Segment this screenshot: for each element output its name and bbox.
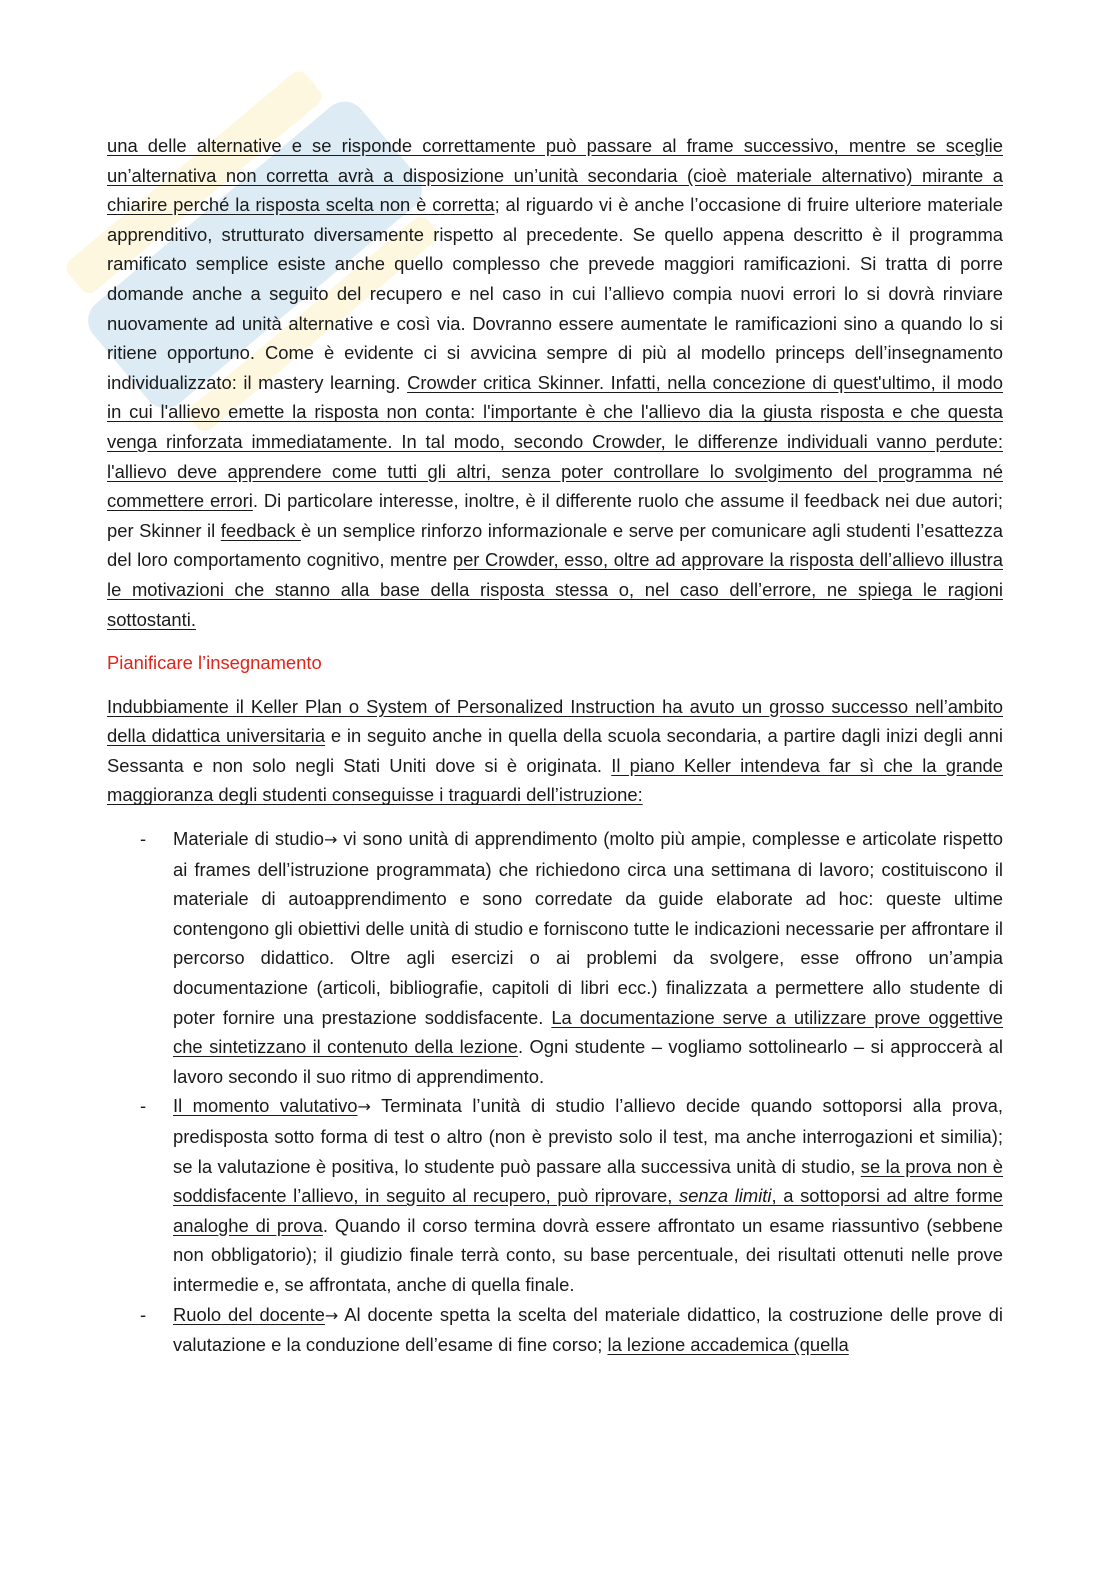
underlined-text-run: Crowder critica Skinner. Infatti, nella concezione di quest'ultimo, il modo in cui l'allievo emette la risposta non conta: l'importante è che l'allievo dia la giusta risposta e che questa venga rinforzata immediatamente. In tal modo, secondo Crowder, le differenze individuali vanno perdute: l'allievo deve apprendere come tutti gli altri, senza poter controllare lo svolgimento del programma né commettere errori bbox=[107, 371, 1003, 512]
underlined-text-run: Il momento valutativo bbox=[173, 1095, 358, 1117]
text-run: Terminata l’unità di studio l’allievo decide quando sottoporsi alla prova, predisposta sotto forma di test o altro (non è previsto solo il test, ma anche interrogazioni et similia); se la valutazione è positiva, lo studente può passare alla successiva unità di studio, bbox=[173, 1095, 1003, 1177]
text-run: Materiale di studio bbox=[173, 828, 324, 850]
underlined-text-run: per Crowder, esso, oltre ad approvare la risposta dell’allievo illustra le motivazioni che stanno alla base della risposta stessa o, nel caso dell’errore, ne spiega le ragioni sottostanti. bbox=[107, 549, 1003, 630]
text-run: . Ogni studente – vogliamo sottolinearlo – si approccerà al lavoro secondo il suo ritmo di apprendimento. bbox=[173, 1036, 1003, 1087]
underlined-text-run: Ruolo del docente bbox=[173, 1303, 325, 1325]
list-item bbox=[107, 1300, 1003, 1360]
text-run: vi sono unità di apprendimento (molto più ampie, complesse e articolate rispetto ai frames dell’istruzione programmata) che richiedono circa una settimana di lavoro; costituiscono il materiale di autoapprendimento e sono corredate da guide elaborate ad hoc: queste ultime contengono gli obiettivi delle unità di studio e forniscono tutte le indicazioni necessarie per affrontare il percorso didattico. Oltre agli esercizi o ai problemi da svolgere, esse offrono un’ampia documentazione (articoli, bibliografie, capitoli di libri ecc.) finalizzata a permettere allo studente di poter fornire una prestazione soddisfacente. bbox=[173, 828, 1003, 1028]
underlined-text-run: la lezione accademica (quella bbox=[607, 1334, 849, 1356]
list-item bbox=[107, 1091, 1003, 1299]
arrow-icon: → bbox=[323, 830, 338, 850]
paragraph-keller-plan bbox=[107, 692, 1003, 810]
dash-bullet: - bbox=[140, 1303, 147, 1325]
paragraph-programmed-instruction bbox=[107, 131, 1003, 634]
text-run: . Quando il corso termina dovrà essere affrontato un esame riassuntivo (sebbene non obbligatorio); il giudizio finale terrà conto, su base percentuale, dei risultati ottenuti nelle prove intermedie e, se affrontata, anche di quella finale. bbox=[173, 1214, 1004, 1295]
underlined-text-run: una delle alternative e se risponde correttamente può passare al frame successivo, mentre se sceglie un’alternativa non corretta avrà a disposizione un’unità secondaria (cioè materiale alternativo) mirante a chiarire perché la risposta scelta non è corretta bbox=[107, 135, 1003, 216]
text-run: Al docente spetta la scelta del materiale didattico, la costruzione delle prove di valutazione e la conduzione dell’esame di fine corso; bbox=[173, 1303, 1003, 1356]
dash-bullet: - bbox=[140, 828, 147, 850]
underlined-text-run: La documentazione serve a utilizzare prove oggettive che sintetizzano il contenuto della lezione bbox=[173, 1006, 1004, 1058]
underlined-text-run: Indubbiamente il Keller Plan o System of Personalized Instruction ha avuto un grosso successo nell’ambito della didattica universitaria bbox=[107, 695, 1003, 747]
text-run: . Di particolare interesse, inoltre, è il differente ruolo che assume il feedback nei due autori; per Skinner il bbox=[107, 490, 1003, 541]
underlined-text-run: se la prova non è soddisfacente l’allievo, in seguito al recupero, può riprovare, bbox=[173, 1155, 1003, 1207]
underlined-text-run: feedback bbox=[220, 519, 301, 541]
text-run: ; al riguardo vi è anche l’occasione di fruire ulteriore materiale apprenditivo, strutturato diversamente rispetto al precedente. Se quello appena descritto è il programma ramificato semplice esiste anche quello complesso che prevede maggiori ramificazioni. Si tratta di porre domande anche a seguito del recupero e nel caso in cui l’allievo compia nuovi errori lo si dovrà rinviare nuovamente ad unità alternative e così via. Dovranno essere aumentate le ramificazioni sino a quando lo si ritiene opportuno. Come è evidente ci si avvicina sempre di più al modello princeps dell’insegnamento individualizzato: il mastery learning. bbox=[107, 194, 1003, 393]
document-body bbox=[107, 131, 1003, 1360]
arrow-icon: → bbox=[324, 1305, 339, 1325]
list-item bbox=[107, 824, 1003, 1091]
dash-bullet: - bbox=[140, 1095, 147, 1117]
underlined-text-run: senza limiti bbox=[679, 1185, 772, 1207]
section-heading: Pianificare l’insegnamento bbox=[107, 652, 322, 674]
arrow-icon: → bbox=[357, 1097, 371, 1117]
underlined-text-run: Il piano Keller intendeva far sì che la grande maggioranza degli studenti conseguisse i traguardi dell’istruzione: bbox=[107, 754, 1004, 806]
underlined-text-run: , a sottoporsi ad altre forme analoghe di prova bbox=[173, 1185, 1004, 1236]
text-run: e in seguito anche in quella della scuola secondaria, a partire dagli inizi degli anni Sessanta e non solo negli Stati Uniti dove si è originata. bbox=[107, 725, 1003, 776]
keller-plan-list bbox=[107, 824, 1003, 1360]
text-run: è un semplice rinforzo informazionale e serve per comunicare agli studenti l’esattezza del loro comportamento cognitivo, mentre bbox=[107, 519, 1004, 571]
